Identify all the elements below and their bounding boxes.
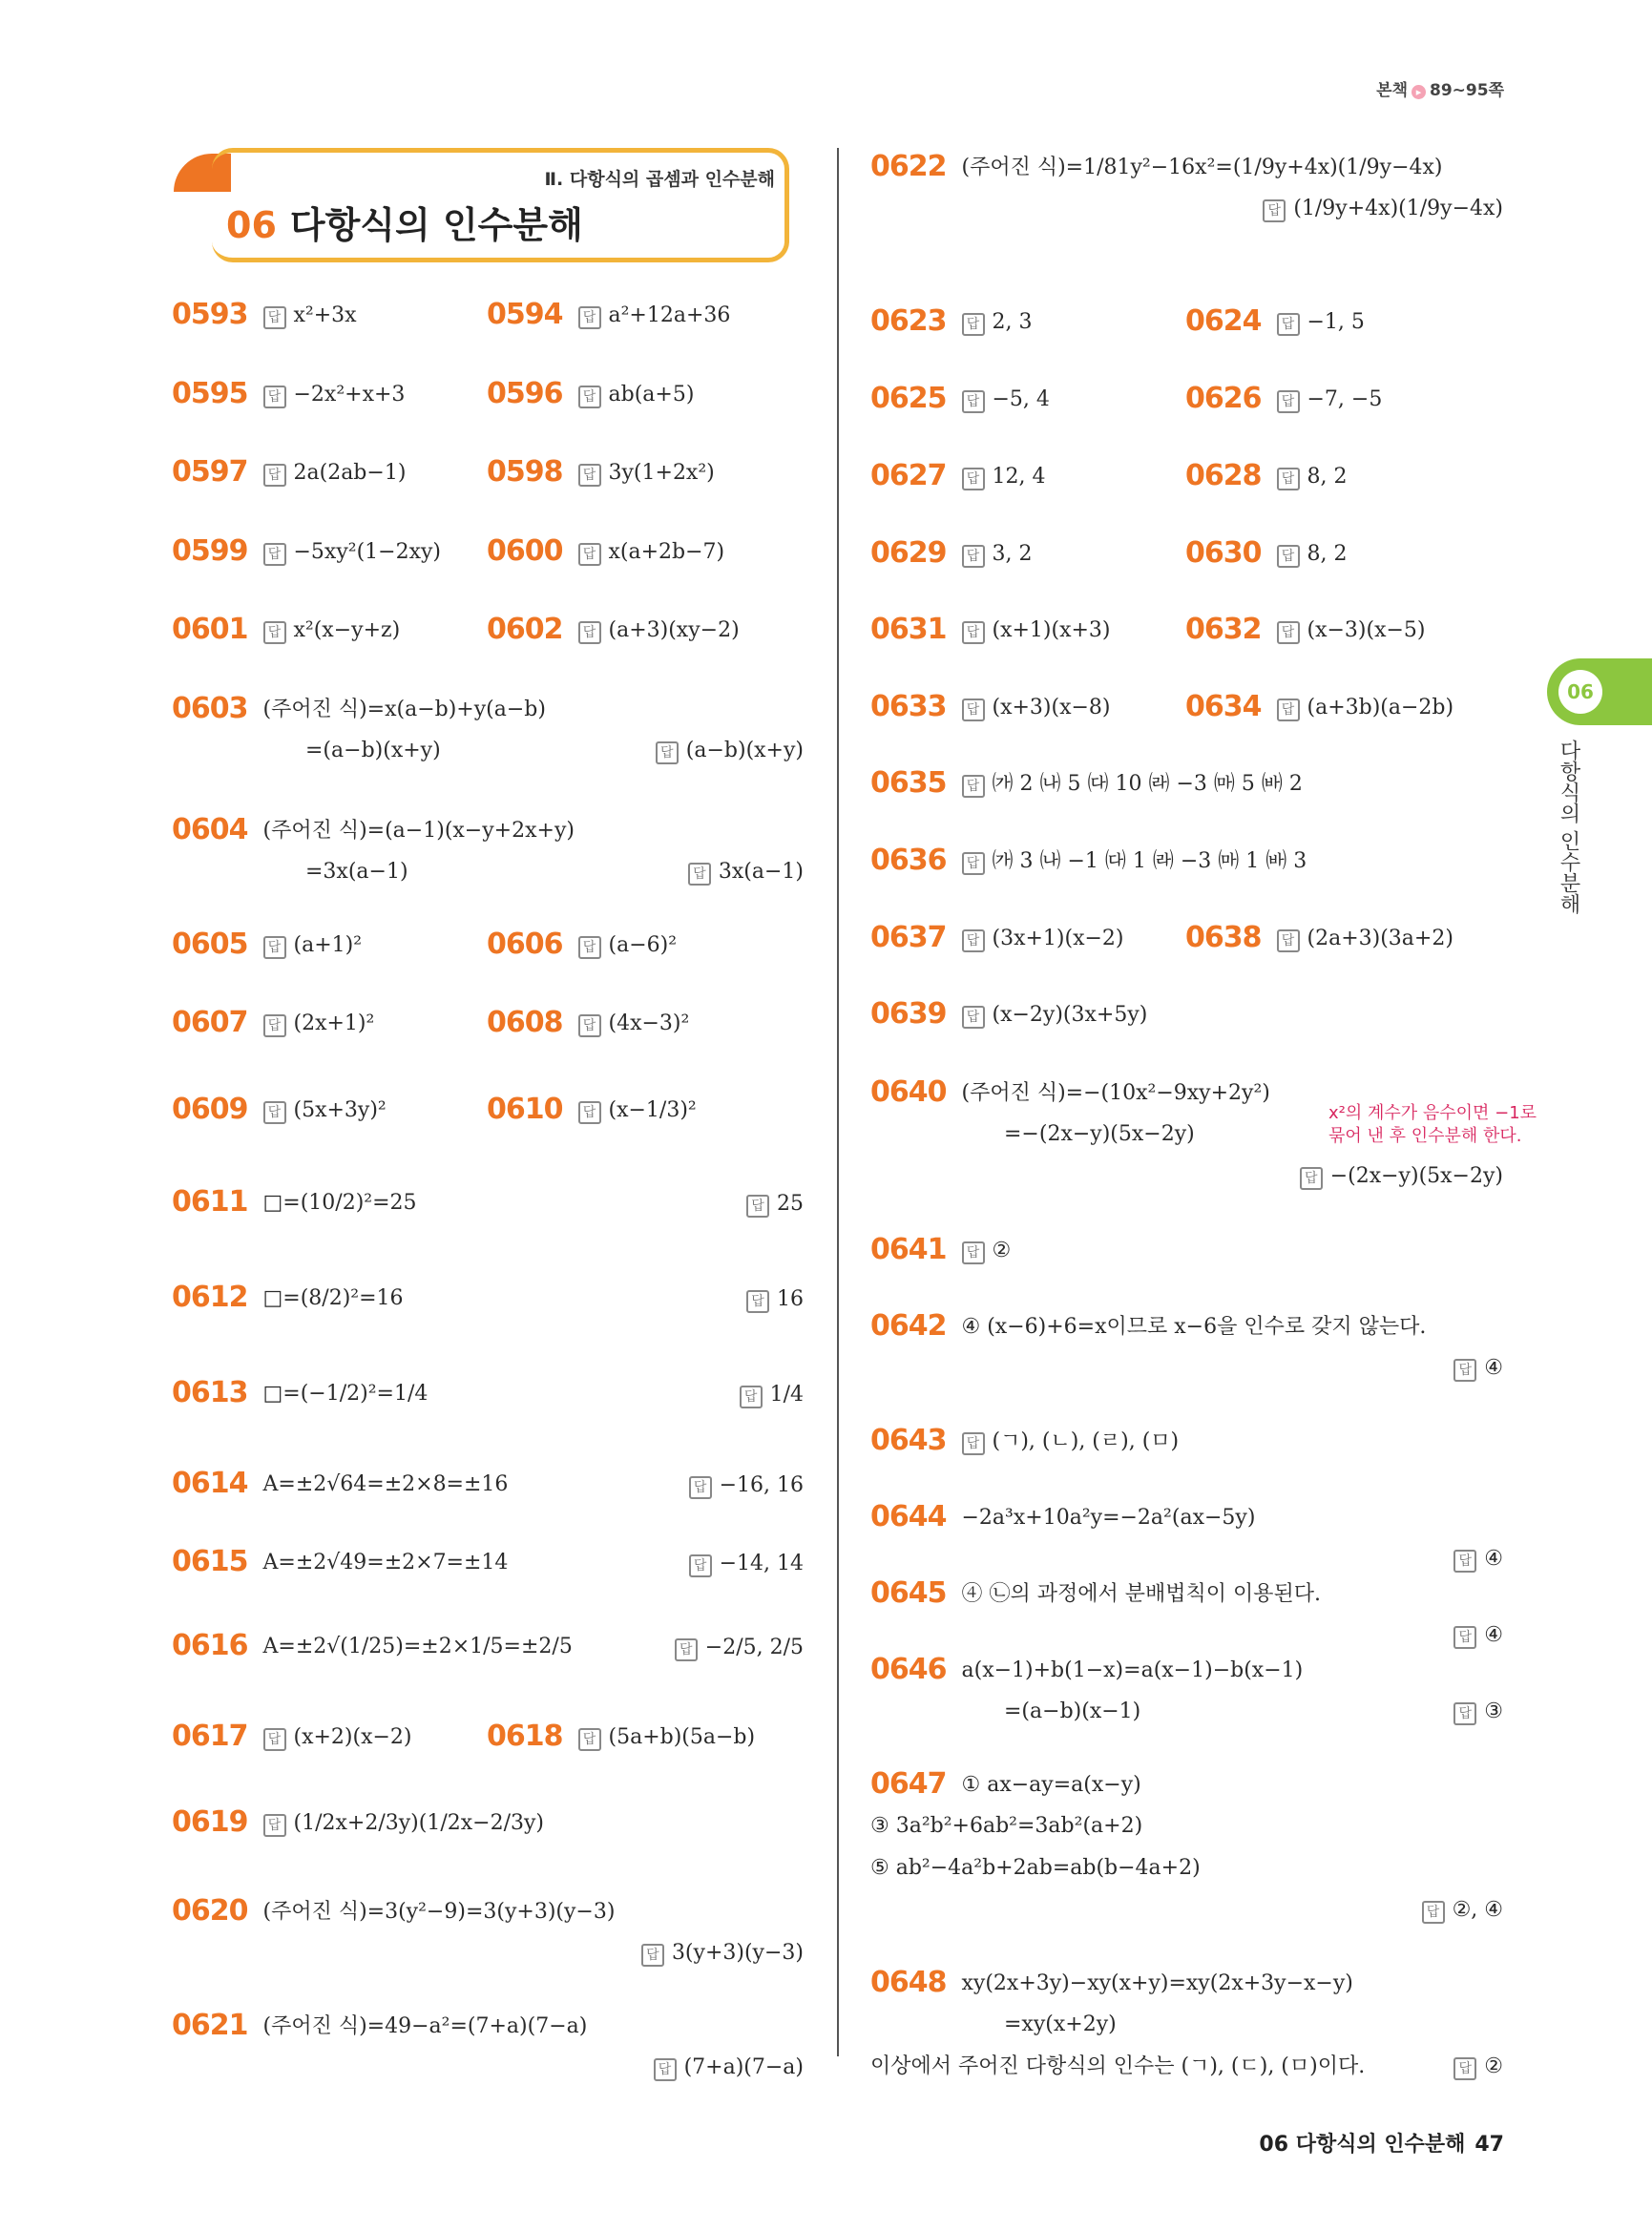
problem-text: ② [992,1239,1012,1262]
problem-0594 [487,298,731,331]
problem-0632 [1185,615,1426,645]
problem-text: A=±2√64=±2×8=±16 [262,1472,509,1496]
problem-text: −7, −5 [1307,387,1383,411]
answer-text: ③ [1484,1699,1503,1723]
footer [1259,2128,1504,2158]
problem-number: 0630 [1185,536,1262,570]
answer-0604 [688,858,804,886]
solution-line-1: (주어진 식)=(a−1)(x−y+2x+y) [262,819,575,843]
answer-mark: 답 [962,390,985,413]
answer-mark: 답 [263,936,286,959]
problem-text: □=(10/2)²=25 [262,1191,417,1215]
answer-mark: 답 [1277,929,1300,952]
answer-0611 [746,1190,804,1219]
problem-number: 0598 [487,455,563,489]
problem-number: 0608 [487,1006,563,1039]
answer-text: −14, 14 [719,1552,804,1575]
answer-mark: 답 [263,543,286,566]
answer-mark: 답 [656,741,679,764]
solution-line-1: a(x−1)+b(1−x)=a(x−1)−b(x−1) [961,1658,1304,1682]
problem-0634 [1185,690,1454,723]
problem-text: −1, 5 [1307,310,1365,334]
answer-text: 3x(a−1) [718,860,804,884]
answer-mark: 답 [263,1814,286,1837]
problem-number: 0634 [1185,690,1262,723]
problem-0596 [487,377,695,410]
answer-0622 [1263,195,1503,223]
problem-0608 [487,1006,690,1039]
problem-number: 0613 [172,1376,248,1409]
answer-text: −(2x−y)(5x−2y) [1329,1164,1503,1188]
problem-number: 0629 [870,536,947,570]
problem-text: 3y(1+2x²) [608,461,715,485]
problem-0599 [172,534,442,568]
answer-mark: 답 [1453,1550,1476,1573]
answer-mark: 답 [1453,1702,1476,1725]
answer-mark: 답 [962,698,985,721]
answer-mark: 답 [962,545,985,568]
problem-number: 0599 [172,534,248,568]
answer-mark: 답 [689,1554,712,1577]
solution-line-1: ④ (x−6)+6=x이므로 x−6을 인수로 갖지 않는다. [961,1315,1427,1339]
problem-0610 [487,1095,697,1125]
solution-line-1: ① ax−ay=a(x−y) [961,1773,1141,1797]
problem-text: (a+3)(xy−2) [608,618,740,642]
solution-line-2: =(a−b)(x+y) [305,739,441,762]
answer-mark: 답 [962,1432,985,1455]
problem-text: 2, 3 [992,310,1033,334]
answer-0613 [740,1381,804,1409]
problem-0604 [172,813,575,846]
note-line-2: 묶어 낸 후 인수분해 한다. [1328,1126,1522,1146]
problem-number: 0605 [172,928,248,961]
section-header [174,148,804,262]
problem-text: 8, 2 [1307,465,1348,489]
answer-0620 [641,1939,804,1968]
problem-0626 [1185,382,1383,415]
problem-number: 0626 [1185,382,1262,415]
problem-number: 0648 [870,1966,947,1999]
problem-0619 [172,1805,544,1839]
problem-number: 0621 [172,2009,248,2042]
problem-0625 [870,382,1050,415]
problem-0609 [172,1095,387,1125]
answer-text: −2/5, 2/5 [704,1636,804,1659]
problem-number: 0640 [870,1075,947,1109]
section-title-text: 다항식의 인수분해 [289,204,583,246]
answer-mark: 답 [1277,390,1300,413]
problem-text: 8, 2 [1307,542,1348,566]
problem-number: 0624 [1185,304,1262,338]
answer-mark: 답 [263,306,286,329]
answer-0640 [1300,1162,1503,1191]
answer-0642 [1453,1354,1503,1383]
problem-text: (5x+3y)² [293,1098,387,1122]
problem-text: (4x−3)² [608,1011,690,1035]
problem-number: 0611 [172,1185,248,1219]
section-number: 06 [226,204,277,246]
problem-0640 [870,1075,1270,1109]
answer-0644 [1453,1545,1503,1574]
problem-text: −5, 4 [992,387,1050,411]
problem-text: (a+1)² [293,933,363,957]
answer-mark: 답 [1453,1359,1476,1382]
problem-number: 0644 [870,1500,947,1533]
problem-number: 0603 [172,692,248,725]
answer-mark: 답 [746,1195,769,1218]
problem-number: 0600 [487,534,563,568]
answer-mark: 답 [962,929,985,952]
problem-0628 [1185,459,1348,492]
problem-number: 0635 [870,766,947,800]
problem-text: (x+3)(x−8) [992,696,1111,719]
answer-mark: 답 [689,1476,712,1499]
answer-mark: 답 [962,1006,985,1029]
problem-text: (x+1)(x+3) [992,618,1111,642]
answer-mark: 답 [263,464,286,487]
answer-mark: 답 [962,313,985,336]
problem-text: a²+12a+36 [608,303,731,327]
answer-mark: 답 [1277,621,1300,644]
problem-text: (1/2x+2/3y)(1/2x−2/3y) [293,1811,544,1835]
problem-0643 [870,1424,1180,1457]
problem-0637 [870,921,1124,954]
problem-text: 3, 2 [992,542,1033,566]
side-tab-label: 다항식의 인수분해 [1557,740,1580,914]
problem-number: 0645 [870,1576,947,1610]
solution-line-1: (주어진 식)=49−a²=(7+a)(7−a) [262,2014,588,2038]
answer-0648 [1453,2053,1503,2081]
problem-0611 [172,1185,417,1219]
problem-text: −5xy²(1−2xy) [293,540,442,564]
solution-line-1: ④ ㉡의 과정에서 분배법칙이 이용된다. [961,1582,1321,1606]
answer-mark: 답 [1263,199,1286,222]
answer-text: ④ [1484,1547,1503,1571]
problem-number: 0625 [870,382,947,415]
answer-text: 16 [777,1287,804,1311]
problem-0646 [870,1653,1304,1686]
problem-number: 0620 [172,1894,248,1928]
answer-mark: 답 [263,1728,286,1751]
answer-mark: 답 [962,852,985,875]
page-number: 47 [1474,2133,1504,2157]
answer-mark: 답 [675,1638,698,1661]
answer-text: ② [1484,2054,1503,2078]
answer-mark: 답 [578,1014,601,1037]
problem-number: 0643 [870,1424,947,1457]
problem-number: 0618 [487,1720,563,1753]
problem-text: −2x²+x+3 [293,383,406,407]
answer-mark: 답 [1277,468,1300,490]
problem-0630 [1185,536,1348,570]
answer-text: ②, ④ [1452,1898,1503,1922]
answer-0645 [1453,1621,1503,1650]
side-tab [1547,658,1652,725]
answer-0603 [656,737,804,765]
problem-text: x(a+2b−7) [608,540,725,564]
problem-0617 [172,1722,412,1752]
problem-number: 0612 [172,1281,248,1314]
problem-text: (a+3b)(a−2b) [1307,696,1454,719]
answer-0621 [654,2054,804,2082]
answer-mark: 답 [578,543,601,566]
answer-mark: 답 [1277,698,1300,721]
problem-0642 [870,1309,1427,1343]
problem-0641 [870,1233,1012,1266]
problem-text: (x−3)(x−5) [1307,618,1426,642]
solution-line-3: ⑤ ab²−4a²b+2ab=ab(b−4a+2) [870,1856,1201,1880]
problem-text: ㈎ 3 ㈏ −1 ㈐ 1 ㈑ −3 ㈒ 1 ㈓ 3 [992,849,1307,873]
answer-text: 3(y+3)(y−3) [671,1941,804,1965]
solution-line-1: (주어진 식)=1/81y²−16x²=(1/9y+4x)(1/9y−4x) [961,156,1443,179]
note-line-1: x²의 계수가 음수이면 −1로 [1328,1103,1537,1123]
problem-text: x²+3x [293,303,357,327]
answer-text: 25 [777,1192,804,1216]
problem-number: 0606 [487,928,563,961]
answer-0615 [689,1550,804,1578]
problem-number: 0646 [870,1653,947,1686]
problem-text: x²(x−y+z) [293,618,401,642]
problem-0614 [172,1467,509,1500]
problem-number: 0636 [870,844,947,877]
answer-0616 [675,1634,804,1662]
answer-mark: 답 [578,386,601,408]
problem-0602 [487,615,740,645]
problem-number: 0595 [172,377,248,410]
problem-0621 [172,2009,588,2042]
solution-line-2: =(a−b)(x−1) [1004,1699,1141,1723]
footer-chapter: 06 다항식의 인수분해 [1259,2133,1466,2157]
answer-0647 [1422,1896,1503,1925]
problem-number: 0596 [487,377,563,410]
answer-mark: 답 [962,775,985,798]
problem-number: 0628 [1185,459,1262,492]
problem-0622 [870,150,1443,183]
problem-0647 [870,1767,1141,1801]
problem-number: 0641 [870,1233,947,1266]
page-reference [1376,76,1504,100]
problem-0615 [172,1545,509,1578]
problem-number: 0642 [870,1309,947,1343]
problem-number: 0627 [870,459,947,492]
problem-0629 [870,536,1033,570]
column-divider [837,148,839,2056]
problem-number: 0638 [1185,921,1262,954]
problem-number: 0609 [172,1093,248,1126]
answer-mark: 답 [962,468,985,490]
answer-mark: 답 [962,621,985,644]
solution-line-1: (주어진 식)=3(y²−9)=3(y+3)(y−3) [262,1900,616,1924]
problem-text: (2x+1)² [293,1011,375,1035]
problem-0598 [487,455,715,489]
problem-0635 [870,766,1303,800]
answer-mark: 답 [1453,2057,1476,2080]
answer-text: (7+a)(7−a) [683,2055,804,2079]
problem-0620 [172,1894,616,1928]
arrow-icon: ▸ [1412,85,1426,99]
problem-0638 [1185,921,1453,954]
problem-0627 [870,459,1046,492]
solution-line-2: =−(2x−y)(5x−2y) [1004,1122,1195,1146]
problem-0603 [172,692,546,725]
answer-mark: 답 [1277,313,1300,336]
problem-number: 0622 [870,150,947,183]
problem-0623 [870,304,1033,338]
problem-text: (x−1/3)² [608,1098,697,1122]
answer-mark: 답 [1277,545,1300,568]
solution-line-2: =3x(a−1) [305,860,408,884]
problem-number: 0632 [1185,613,1262,646]
problem-number: 0615 [172,1545,248,1578]
answer-text: (a−b)(x+y) [685,739,804,762]
solution-line-1: (주어진 식)=x(a−b)+y(a−b) [262,698,546,721]
side-tab-number: 06 [1558,670,1602,714]
answer-mark: 답 [962,1241,985,1264]
problem-0644 [870,1500,1256,1533]
answer-text: ④ [1484,1623,1503,1647]
problem-number: 0619 [172,1805,248,1839]
answer-mark: 답 [578,1728,601,1751]
answer-text: ④ [1484,1356,1503,1380]
problem-text: (a−6)² [608,933,678,957]
solution-line-2: ③ 3a²b²+6ab²=3ab²(a+2) [870,1814,1143,1838]
answer-mark: 답 [1300,1167,1323,1190]
problem-0612 [172,1283,404,1313]
page-ref-label: 본책 [1376,81,1409,100]
chapter-title: Ⅱ. 다항식의 곱셈과 인수분해 [544,169,775,190]
problem-0616 [172,1629,573,1662]
problem-0601 [172,615,400,645]
answer-mark: 답 [263,621,286,644]
problem-text: 12, 4 [992,465,1046,489]
problem-number: 0623 [870,304,947,338]
problem-0600 [487,534,725,568]
answer-mark: 답 [578,306,601,329]
problem-0645 [870,1576,1321,1610]
problem-text: A=±2√(1/25)=±2×1/5=±2/5 [262,1635,573,1658]
problem-number: 0631 [870,613,947,646]
problem-text: (ㄱ), (ㄴ), (ㄹ), (ㅁ) [992,1429,1180,1453]
problem-number: 0617 [172,1720,248,1753]
answer-text: (1/9y+4x)(1/9y−4x) [1293,197,1503,220]
problem-text: □=(−1/2)²=1/4 [262,1382,429,1406]
problem-0597 [172,455,407,489]
problem-number: 0593 [172,298,248,331]
answer-mark: 답 [263,386,286,408]
solution-line-3: 이상에서 주어진 다항식의 인수는 (ㄱ), (ㄷ), (ㅁ)이다. [870,2054,1366,2078]
problem-text: (2a+3)(3a+2) [1307,927,1453,950]
answer-mark: 답 [578,464,601,487]
problem-number: 0616 [172,1629,248,1662]
solution-line-1: (주어진 식)=−(10x²−9xy+2y²) [961,1081,1270,1105]
problem-number: 0647 [870,1767,947,1801]
answer-0612 [746,1285,804,1314]
answer-text: 1/4 [769,1383,804,1407]
answer-mark: 답 [740,1386,763,1408]
problem-0648 [870,1966,1353,1999]
page-ref-pages: 89~95쪽 [1430,81,1504,100]
problem-text: ab(a+5) [608,383,695,407]
problem-number: 0597 [172,455,248,489]
solution-line-2: =xy(x+2y) [1004,2012,1117,2036]
problem-0633 [870,690,1111,723]
answer-mark: 답 [688,863,711,886]
problem-number: 0637 [870,921,947,954]
problem-number: 0604 [172,813,248,846]
answer-mark: 답 [578,936,601,959]
answer-mark: 답 [578,1101,601,1124]
problem-number: 0607 [172,1006,248,1039]
answer-mark: 답 [654,2058,677,2081]
problem-text: 2a(2ab−1) [293,461,407,485]
problem-0593 [172,298,357,331]
problem-0607 [172,1006,375,1039]
answer-mark: 답 [641,1944,664,1967]
problem-0595 [172,377,406,410]
problem-number: 0614 [172,1467,248,1500]
solution-line-1: −2a³x+10a²y=−2a²(ax−5y) [961,1506,1256,1530]
problem-0606 [487,930,677,960]
answer-mark: 답 [263,1014,286,1037]
problem-number: 0633 [870,690,947,723]
problem-text: (3x+1)(x−2) [992,927,1124,950]
problem-text: A=±2√49=±2×7=±14 [262,1551,509,1574]
answer-0614 [689,1471,804,1500]
answer-mark: 답 [1422,1901,1445,1924]
answer-mark: 답 [746,1290,769,1313]
solution-line-1: xy(2x+3y)−xy(x+y)=xy(2x+3y−x−y) [961,1971,1353,1995]
problem-text: ㈎ 2 ㈏ 5 ㈐ 10 ㈑ −3 ㈒ 5 ㈓ 2 [992,772,1303,796]
problem-0613 [172,1376,429,1409]
problem-number: 0602 [487,613,563,646]
problem-text: □=(8/2)²=16 [262,1286,404,1310]
problem-0631 [870,615,1111,645]
problem-0605 [172,930,362,960]
answer-mark: 답 [263,1101,286,1124]
problem-0618 [487,1722,755,1752]
problem-text: (x−2y)(3x+5y) [992,1003,1148,1027]
problem-text: (x+2)(x−2) [293,1725,412,1749]
problem-text: (5a+b)(5a−b) [608,1725,756,1749]
problem-number: 0594 [487,298,563,331]
problem-0624 [1185,304,1365,338]
answer-mark: 답 [578,621,601,644]
problem-0639 [870,997,1148,1031]
problem-number: 0639 [870,997,947,1031]
section-title [226,196,583,248]
answer-mark: 답 [1453,1626,1476,1649]
problem-number: 0601 [172,613,248,646]
answer-0646 [1453,1698,1503,1726]
problem-number: 0610 [487,1093,563,1126]
problem-0636 [870,846,1307,876]
answer-text: −16, 16 [719,1473,804,1497]
